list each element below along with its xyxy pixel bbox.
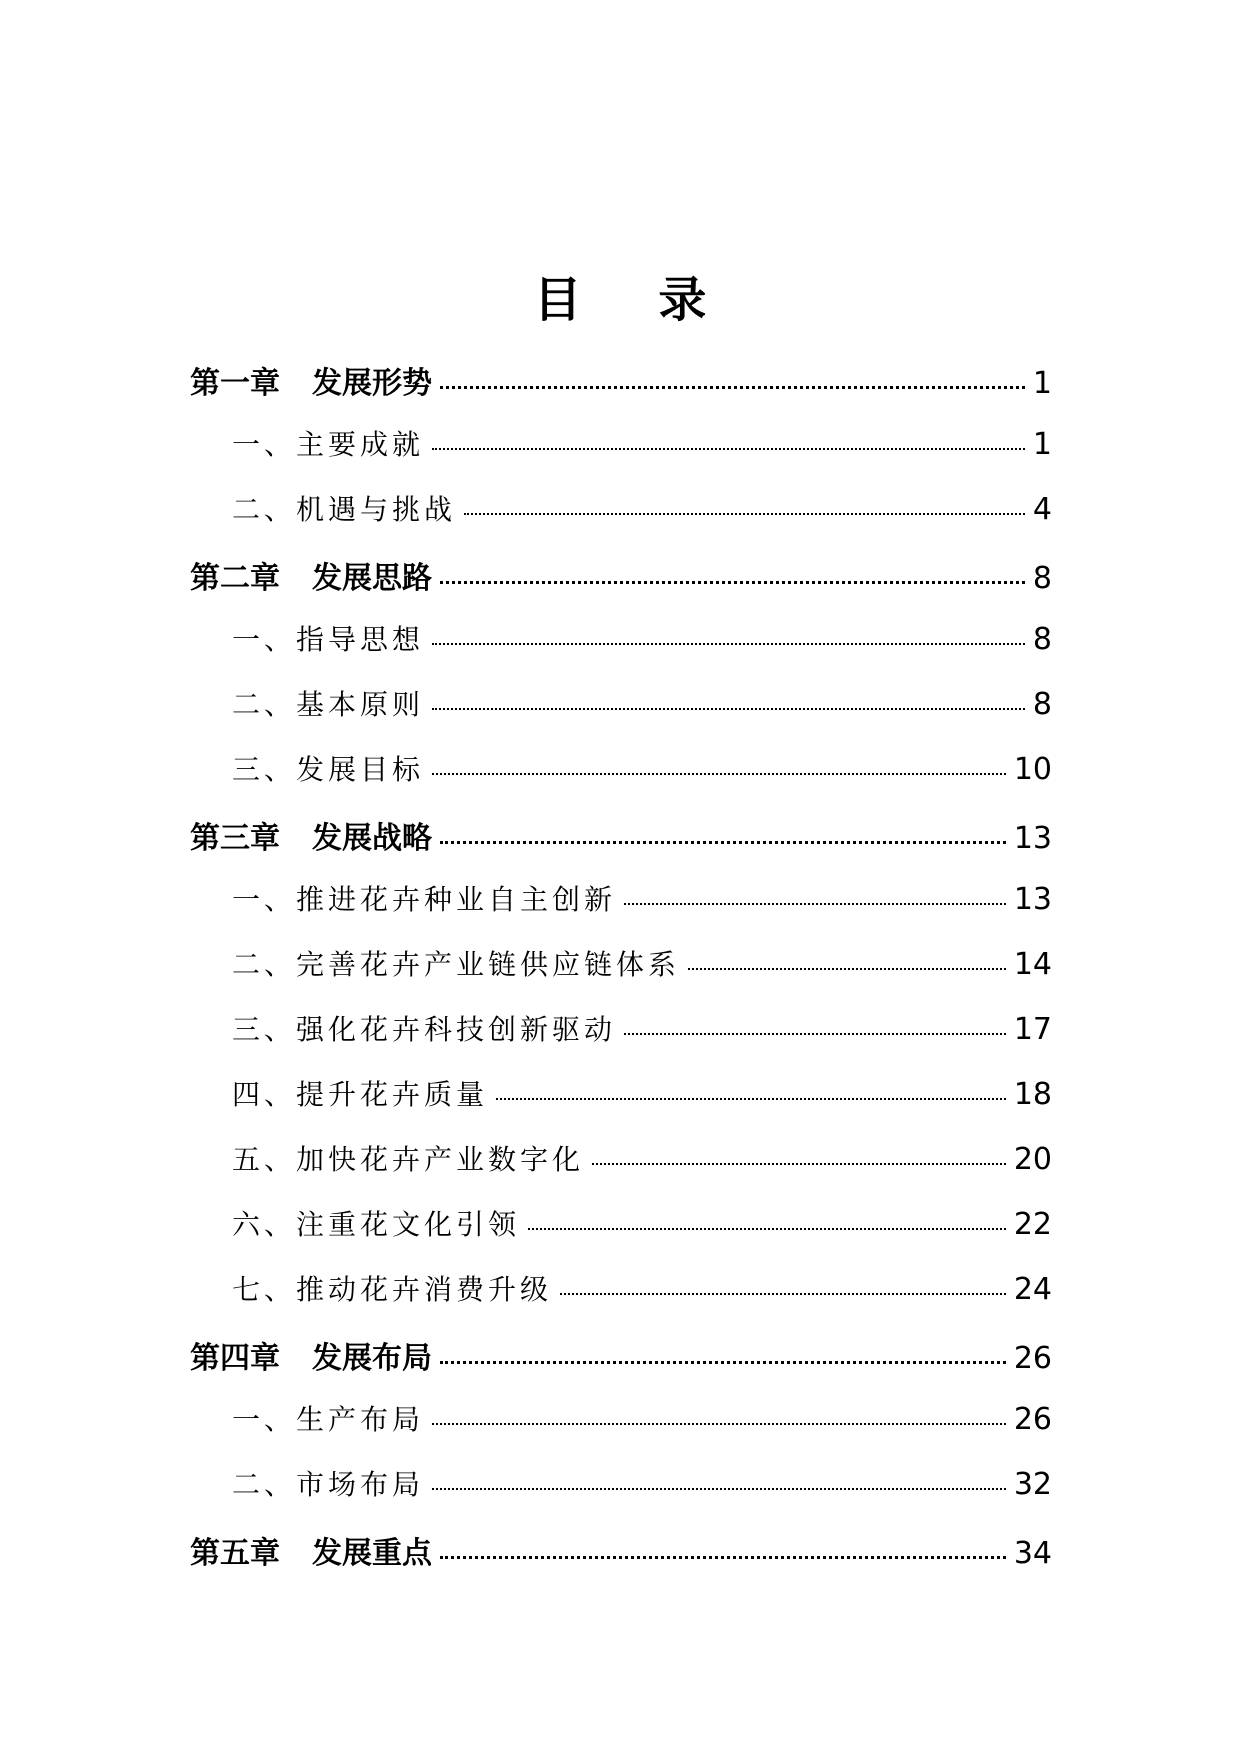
toc-entry-number: 七、	[232, 1273, 297, 1306]
toc-section-entry[interactable]	[190, 943, 1052, 1008]
toc-entry-label: 市场布局	[296, 1468, 425, 1501]
toc-entry-label: 发展重点	[312, 1536, 432, 1571]
toc-entry-number: 二、	[232, 1468, 297, 1501]
toc-entry-label: 发展形势	[312, 366, 432, 401]
toc-entry-label: 加快花卉产业数字化	[296, 1143, 585, 1176]
toc-chapter-entry[interactable]	[190, 1333, 1052, 1398]
toc-entry-label: 机遇与挑战	[296, 493, 457, 526]
toc-section-entry[interactable]	[190, 1073, 1052, 1138]
toc-entry-label: 发展战略	[312, 821, 432, 856]
toc-entry-label: 完善花卉产业链供应链体系	[296, 948, 681, 981]
dot-leader	[432, 773, 1006, 775]
toc-entry-number: 一、	[232, 1403, 297, 1436]
toc-entry-label: 推动花卉消费升级	[296, 1273, 553, 1306]
page-title: 目 录	[533, 272, 737, 329]
dot-leader	[624, 903, 1006, 905]
dot-leader	[440, 386, 1025, 389]
toc-entry-number: 二、	[232, 948, 297, 981]
toc-entry-page-number: 17	[1013, 1012, 1052, 1047]
toc-entry-label: 提升花卉质量	[296, 1078, 489, 1111]
toc-entry-label: 基本原则	[296, 688, 425, 721]
toc-entry-page-number: 8	[1032, 622, 1052, 657]
dot-leader	[432, 1423, 1006, 1425]
toc-entry-page-number: 24	[1013, 1272, 1052, 1307]
toc-section-entry[interactable]	[190, 1463, 1052, 1528]
toc-section-entry[interactable]	[190, 1203, 1052, 1268]
dot-leader	[624, 1033, 1006, 1035]
toc-entry-label: 发展目标	[296, 753, 425, 786]
toc-entry-page-number: 4	[1032, 492, 1052, 527]
toc-entry-label: 注重花文化引领	[296, 1208, 521, 1241]
toc-section-entry[interactable]	[190, 1008, 1052, 1073]
dot-leader	[432, 1488, 1006, 1490]
toc-entry-number: 三、	[232, 753, 297, 786]
toc-entry-number: 六、	[232, 1208, 297, 1241]
toc-entry-page-number: 8	[1032, 561, 1052, 596]
toc-entry-label: 指导思想	[296, 623, 425, 656]
dot-leader	[432, 708, 1025, 710]
toc-entry-page-number: 13	[1013, 821, 1052, 856]
toc-entry-number: 第二章	[190, 561, 280, 596]
toc-entry-number: 第三章	[190, 821, 280, 856]
toc-entry-number: 二、	[232, 688, 297, 721]
dot-leader	[560, 1293, 1006, 1295]
dot-leader	[440, 581, 1025, 584]
toc-entry-label: 强化花卉科技创新驱动	[296, 1013, 617, 1046]
dot-leader	[432, 448, 1025, 450]
toc-section-entry[interactable]	[190, 618, 1052, 683]
toc-chapter-entry[interactable]	[190, 553, 1052, 618]
dot-leader	[464, 513, 1025, 515]
toc-chapter-entry[interactable]	[190, 813, 1052, 878]
toc-chapter-entry[interactable]	[190, 358, 1052, 423]
toc-entry-page-number: 26	[1013, 1341, 1052, 1376]
dot-leader	[440, 841, 1006, 844]
toc-entry-number: 第四章	[190, 1341, 280, 1376]
dot-leader	[432, 643, 1025, 645]
toc-section-entry[interactable]	[190, 878, 1052, 943]
toc-entry-number: 二、	[232, 493, 297, 526]
dot-leader	[440, 1556, 1006, 1559]
toc-entry-number: 第五章	[190, 1536, 280, 1571]
toc-entry-page-number: 32	[1013, 1467, 1052, 1502]
toc-entry-label: 发展布局	[312, 1341, 432, 1376]
toc-entry-page-number: 14	[1013, 947, 1052, 982]
toc-entry-number: 一、	[232, 623, 297, 656]
toc-section-entry[interactable]	[190, 423, 1052, 488]
toc-entry-page-number: 1	[1032, 366, 1052, 401]
toc-section-entry[interactable]	[190, 1398, 1052, 1463]
toc-section-entry[interactable]	[190, 1268, 1052, 1333]
toc-entry-number: 五、	[232, 1143, 297, 1176]
toc-entry-label: 推进花卉种业自主创新	[296, 883, 617, 916]
toc-entry-number: 第一章	[190, 366, 280, 401]
toc-entry-page-number: 8	[1032, 687, 1052, 722]
toc-entry-number: 四、	[232, 1078, 297, 1111]
dot-leader	[528, 1228, 1006, 1230]
dot-leader	[688, 968, 1006, 970]
toc-section-entry[interactable]	[190, 488, 1052, 553]
dot-leader	[496, 1098, 1006, 1100]
toc-section-entry[interactable]	[190, 683, 1052, 748]
toc-entry-label: 主要成就	[296, 428, 425, 461]
toc-entry-page-number: 22	[1013, 1207, 1052, 1242]
dot-leader	[592, 1163, 1006, 1165]
toc-chapter-entry[interactable]	[190, 1528, 1052, 1593]
toc-entry-page-number: 1	[1032, 427, 1052, 462]
toc-entry-page-number: 10	[1013, 752, 1052, 787]
toc-entry-number: 一、	[232, 428, 297, 461]
toc-section-entry[interactable]	[190, 1138, 1052, 1203]
toc-entry-page-number: 18	[1013, 1077, 1052, 1112]
toc-entry-number: 一、	[232, 883, 297, 916]
toc-entry-page-number: 20	[1013, 1142, 1052, 1177]
toc-entry-label: 发展思路	[312, 561, 432, 596]
toc-entry-number: 三、	[232, 1013, 297, 1046]
dot-leader	[440, 1361, 1006, 1364]
toc-entry-label: 生产布局	[296, 1403, 425, 1436]
table-of-contents	[190, 358, 1052, 1593]
toc-entry-page-number: 13	[1013, 882, 1052, 917]
toc-entry-page-number: 26	[1013, 1402, 1052, 1437]
toc-section-entry[interactable]	[190, 748, 1052, 813]
toc-entry-page-number: 34	[1013, 1536, 1052, 1571]
